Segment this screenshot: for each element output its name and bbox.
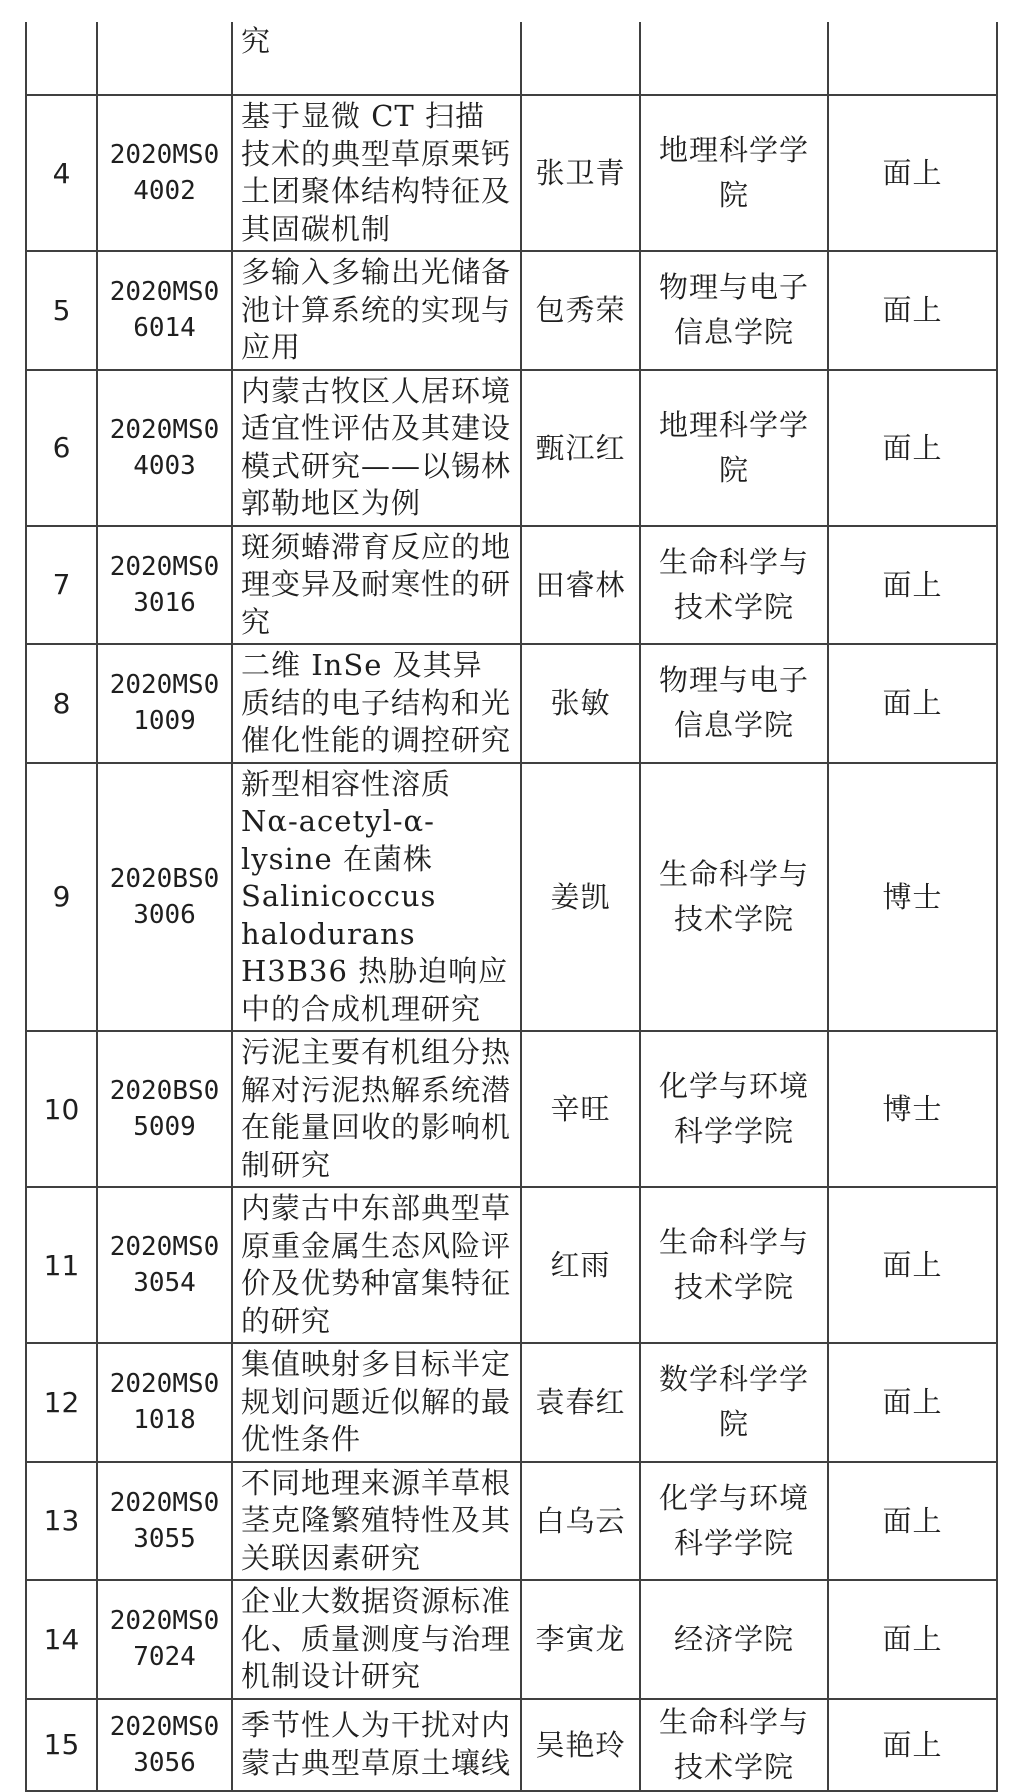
- table-row: [26, 1343, 997, 1462]
- category-cell: 面上: [828, 1462, 997, 1581]
- category-cell: 面上: [828, 251, 997, 370]
- row-number-cell: 11: [26, 1187, 97, 1343]
- category-cell: 面上: [828, 1699, 997, 1791]
- project-code-cell: 2020BS03006: [97, 763, 232, 1032]
- college-cell: 生命科学与技术学院: [640, 763, 828, 1032]
- category-cell: 面上: [828, 1580, 997, 1699]
- row-number-cell: 14: [26, 1580, 97, 1699]
- project-title-cell: 内蒙古中东部典型草原重金属生态风险评价及优势种富集特征的研究: [232, 1187, 521, 1343]
- college-cell: [640, 22, 828, 95]
- college-cell: 经济学院: [640, 1580, 828, 1699]
- row-number-cell: 5: [26, 251, 97, 370]
- leader-name-cell: [521, 22, 640, 95]
- category-cell: 面上: [828, 370, 997, 526]
- table-row: [26, 1580, 997, 1699]
- table-row: [26, 95, 997, 251]
- college-cell: 数学科学学院: [640, 1343, 828, 1462]
- table-row: [26, 644, 997, 763]
- row-number-cell: 7: [26, 526, 97, 645]
- project-code-cell: 2020MS03016: [97, 526, 232, 645]
- project-title-cell: 企业大数据资源标准化、质量测度与治理机制设计研究: [232, 1580, 521, 1699]
- leader-name-cell: 甄江红: [521, 370, 640, 526]
- category-cell: 面上: [828, 1343, 997, 1462]
- project-title-cell: 多输入多输出光储备池计算系统的实现与应用: [232, 251, 521, 370]
- project-title-cell: 不同地理来源羊草根茎克隆繁殖特性及其关联因素研究: [232, 1462, 521, 1581]
- college-cell: 化学与环境科学学院: [640, 1031, 828, 1187]
- college-cell: 物理与电子信息学院: [640, 644, 828, 763]
- college-cell: 物理与电子信息学院: [640, 251, 828, 370]
- table-row: [26, 251, 997, 370]
- row-number-cell: 6: [26, 370, 97, 526]
- table-row: [26, 1187, 997, 1343]
- project-code-cell: 2020MS03055: [97, 1462, 232, 1581]
- row-number-cell: 13: [26, 1462, 97, 1581]
- project-code-cell: 2020MS04003: [97, 370, 232, 526]
- leader-name-cell: 吴艳玲: [521, 1699, 640, 1791]
- project-title-cell: 究: [232, 22, 521, 95]
- project-title-cell: 季节性人为干扰对内蒙古典型草原土壤线: [232, 1699, 521, 1791]
- college-cell: 生命科学与技术学院: [640, 1699, 828, 1791]
- category-cell: 面上: [828, 526, 997, 645]
- projects-table: [25, 22, 998, 1792]
- table-row: [26, 526, 997, 645]
- leader-name-cell: 田睿林: [521, 526, 640, 645]
- leader-name-cell: 包秀荣: [521, 251, 640, 370]
- project-title-cell: 基于显微 CT 扫描技术的典型草原栗钙土团聚体结构特征及其固碳机制: [232, 95, 521, 251]
- row-number-cell: 15: [26, 1699, 97, 1791]
- project-code-cell: 2020MS01009: [97, 644, 232, 763]
- category-cell: 博士: [828, 1031, 997, 1187]
- leader-name-cell: 红雨: [521, 1187, 640, 1343]
- table-row: [26, 1031, 997, 1187]
- category-cell: 面上: [828, 644, 997, 763]
- row-number-cell: 12: [26, 1343, 97, 1462]
- row-number-cell: [26, 22, 97, 95]
- project-title-cell: 新型相容性溶质 Nα-acetyl-α-lysine 在菌株Salinicoccus halodurans H3B36 热胁迫响应中的合成机理研究: [232, 763, 521, 1032]
- table-row-partial: [26, 22, 997, 95]
- project-code-cell: 2020MS03056: [97, 1699, 232, 1791]
- row-number-cell: 8: [26, 644, 97, 763]
- leader-name-cell: 袁春红: [521, 1343, 640, 1462]
- leader-name-cell: 张卫青: [521, 95, 640, 251]
- project-title-cell: 斑须蝽滞育反应的地理变异及耐寒性的研究: [232, 526, 521, 645]
- college-cell: 地理科学学院: [640, 370, 828, 526]
- category-cell: 博士: [828, 763, 997, 1032]
- project-code-cell: 2020MS06014: [97, 251, 232, 370]
- leader-name-cell: 白乌云: [521, 1462, 640, 1581]
- project-code-cell: 2020BS05009: [97, 1031, 232, 1187]
- row-number-cell: 4: [26, 95, 97, 251]
- leader-name-cell: 姜凯: [521, 763, 640, 1032]
- project-title-cell: 二维 InSe 及其异质结的电子结构和光催化性能的调控研究: [232, 644, 521, 763]
- leader-name-cell: 李寅龙: [521, 1580, 640, 1699]
- project-title-cell: 集值映射多目标半定规划问题近似解的最优性条件: [232, 1343, 521, 1462]
- table-row: [26, 763, 997, 1032]
- category-cell: [828, 22, 997, 95]
- project-code-cell: 2020MS04002: [97, 95, 232, 251]
- table-row: [26, 1462, 997, 1581]
- table-row: [26, 1699, 997, 1791]
- college-cell: 地理科学学院: [640, 95, 828, 251]
- project-code-cell: 2020MS03054: [97, 1187, 232, 1343]
- table-row: [26, 370, 997, 526]
- category-cell: 面上: [828, 1187, 997, 1343]
- project-code-cell: [97, 22, 232, 95]
- project-code-cell: 2020MS07024: [97, 1580, 232, 1699]
- leader-name-cell: 张敏: [521, 644, 640, 763]
- project-title-cell: 内蒙古牧区人居环境适宜性评估及其建设模式研究——以锡林郭勒地区为例: [232, 370, 521, 526]
- row-number-cell: 9: [26, 763, 97, 1032]
- category-cell: 面上: [828, 95, 997, 251]
- college-cell: 生命科学与技术学院: [640, 1187, 828, 1343]
- row-number-cell: 10: [26, 1031, 97, 1187]
- project-title-cell: 污泥主要有机组分热解对污泥热解系统潜在能量回收的影响机制研究: [232, 1031, 521, 1187]
- leader-name-cell: 辛旺: [521, 1031, 640, 1187]
- college-cell: 生命科学与技术学院: [640, 526, 828, 645]
- college-cell: 化学与环境科学学院: [640, 1462, 828, 1581]
- project-code-cell: 2020MS01018: [97, 1343, 232, 1462]
